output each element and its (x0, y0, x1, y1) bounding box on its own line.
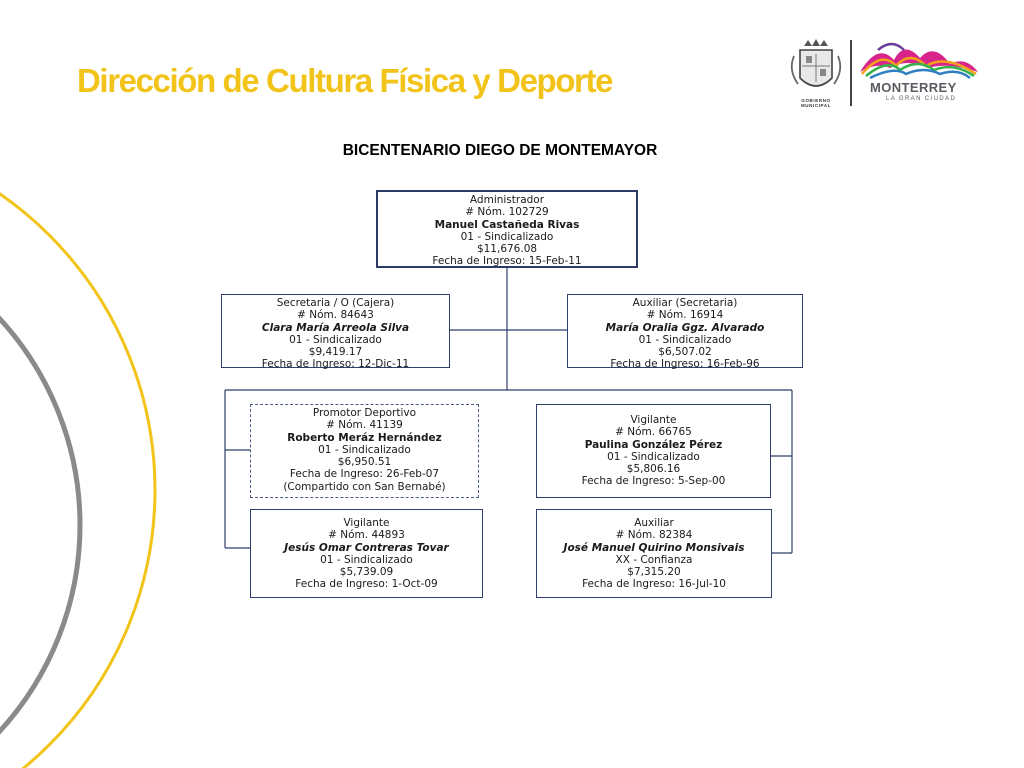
node-status: XX - Confianza (615, 553, 693, 566)
node-status: 01 - Sindicalizado (320, 553, 413, 566)
node-nomina: # Nóm. 66765 (615, 426, 692, 439)
node-status: 01 - Sindicalizado (460, 230, 554, 243)
node-salary: $9,419.17 (308, 346, 363, 359)
node-entry-date: Fecha de Ingreso: 1-Oct-09 (295, 578, 438, 591)
node-name: Roberto Meráz Hernández (287, 431, 442, 444)
node-salary: $6,507.02 (658, 346, 712, 359)
node-name: Clara María Arreola Silva (261, 321, 410, 334)
node-name: José Manuel Quirino Monsivais (563, 541, 745, 554)
node-status: 01 - Sindicalizado (607, 450, 700, 463)
node-role: Administrador (469, 194, 545, 206)
node-name: Jesús Omar Contreras Tovar (284, 541, 449, 554)
node-salary: $11,676.08 (476, 243, 538, 256)
shield-label: GOBIERNO MUNICIPAL (800, 98, 832, 108)
node-salary: $5,739.09 (339, 566, 394, 579)
node-role: Promotor Deportivo (312, 407, 417, 419)
node-note: (Compartido con San Bernabé) (283, 480, 446, 493)
node-entry-date: Fecha de Ingreso: 15-Feb-11 (432, 255, 582, 268)
node-status: 01 - Sindicalizado (289, 333, 382, 346)
node-nomina: # Nóm. 41139 (326, 419, 403, 432)
node-name: María Oralia Ggz. Alvarado (605, 321, 765, 334)
org-node-assistant-secretary (567, 294, 803, 371)
node-entry-date: Fecha de Ingreso: 5-Sep-00 (581, 475, 726, 488)
node-entry-date: Fecha de Ingreso: 16-Feb-96 (610, 358, 760, 371)
node-nomina: # Nóm. 102729 (465, 206, 549, 219)
page-title: Dirección de Cultura Física y Deporte (77, 62, 613, 99)
node-entry-date: Fecha de Ingreso: 26-Feb-07 (289, 468, 440, 481)
org-node-sports-promoter (250, 404, 479, 498)
node-status: 01 - Sindicalizado (638, 333, 732, 346)
node-name: Paulina González Pérez (584, 438, 723, 451)
chart-subtitle: BICENTENARIO DIEGO DE MONTEMAYOR (342, 142, 658, 159)
node-nomina: # Nóm. 82384 (615, 529, 693, 542)
node-status: 01 - Sindicalizado (318, 443, 411, 456)
org-node-assistant (536, 509, 772, 598)
node-nomina: # Nóm. 84643 (297, 309, 374, 322)
city-tagline: LA GRAN CIUDAD (886, 96, 957, 102)
node-role: Secretaria / O (Cajera) (276, 297, 395, 309)
node-role: Auxiliar (Secretaria) (632, 297, 738, 309)
node-role: Vigilante (343, 517, 390, 529)
node-salary: $5,806.16 (626, 463, 681, 476)
node-role: Auxiliar (634, 517, 674, 529)
node-salary: $6,950.51 (337, 456, 392, 469)
org-node-guard-2 (250, 509, 483, 598)
node-name: Manuel Castañeda Rivas (434, 218, 580, 231)
node-entry-date: Fecha de Ingreso: 16-Jul-10 (582, 578, 726, 591)
node-nomina: # Nóm. 16914 (646, 309, 724, 322)
node-role: Vigilante (630, 414, 677, 426)
node-entry-date: Fecha de Ingreso: 12-Dic-11 (261, 358, 410, 371)
org-node-guard-1 (536, 404, 771, 498)
node-salary: $7,315.20 (627, 566, 681, 579)
node-nomina: # Nóm. 44893 (328, 529, 405, 542)
org-node-administrator (376, 190, 638, 268)
city-name: MONTERREY (870, 80, 957, 95)
org-node-secretary (221, 294, 450, 371)
